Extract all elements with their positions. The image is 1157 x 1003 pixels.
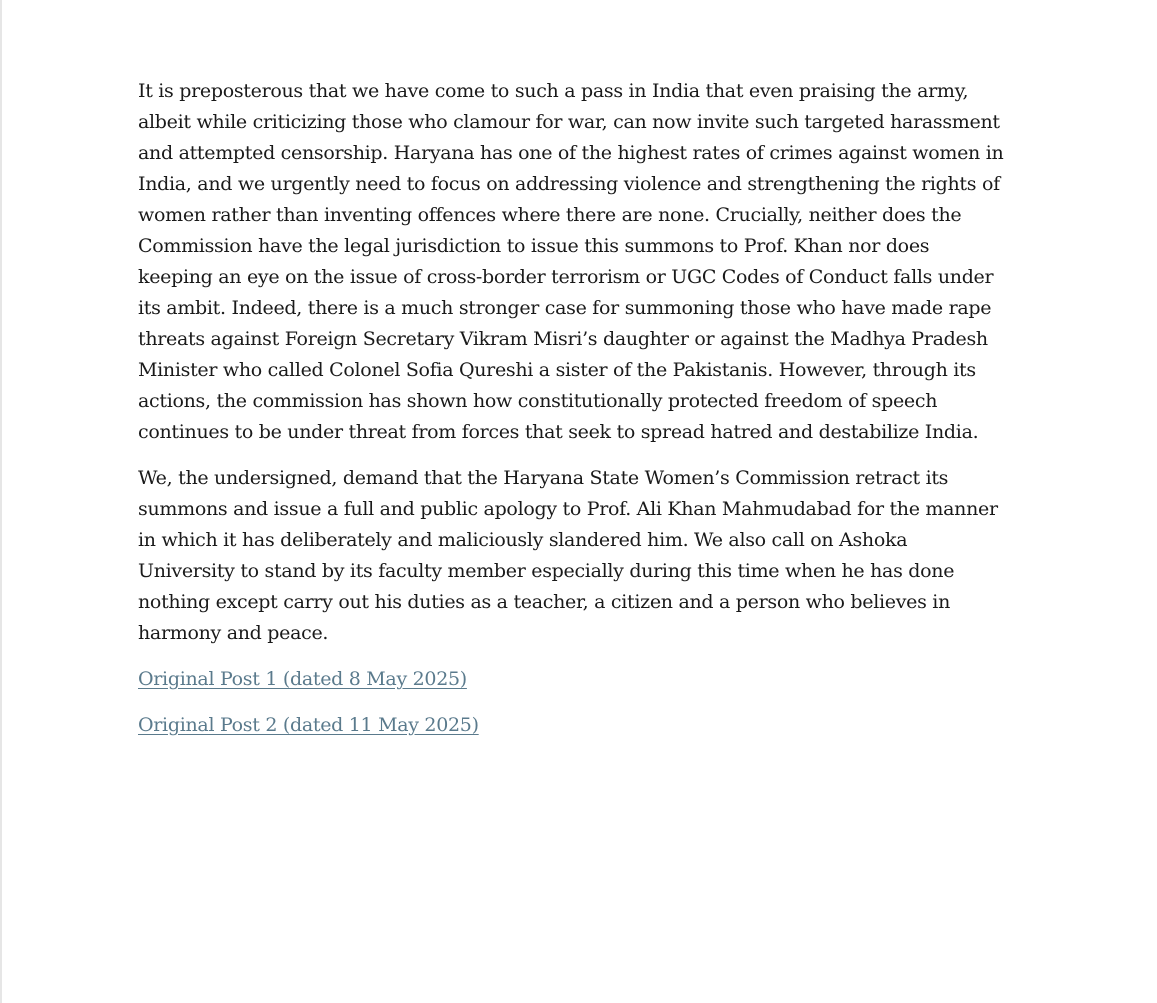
paragraph-line: albeit while criticizing those who clamour for war, can now invite such targeted harassment — [138, 111, 1000, 133]
link-original-post-2-row — [138, 710, 1034, 756]
paragraph-line: in which it has deliberately and maliciously slandered him. We also call on Ashoka — [138, 529, 908, 551]
paragraph-line: summons and issue a full and public apology to Prof. Ali Khan Mahmudabad for the manner — [138, 498, 998, 520]
paragraph-line: its ambit. Indeed, there is a much stronger case for summoning those who have made rape — [138, 297, 992, 319]
original-post-2-link[interactable]: Original Post 2 (dated 11 May 2025) — [138, 714, 479, 736]
paragraph-line: actions, the commission has shown how constitutionally protected freedom of speech — [138, 390, 938, 412]
link-original-post-1-row — [138, 664, 1034, 710]
original-post-1-link[interactable]: Original Post 1 (dated 8 May 2025) — [138, 668, 467, 690]
paragraph-line: harmony and peace. — [138, 622, 329, 644]
paragraph-line: We, the undersigned, demand that the Haryana State Women’s Commission retract its — [138, 467, 949, 489]
paragraph-line: continues to be under threat from forces that seek to spread hatred and destabilize India. — [138, 421, 979, 443]
paragraph-2 — [138, 463, 1034, 649]
paragraph-line: nothing except carry out his duties as a teacher, a citizen and a person who believes in — [138, 591, 951, 613]
document-body — [138, 76, 1034, 756]
paragraph-line: India, and we urgently need to focus on addressing violence and strengthening the rights of — [138, 173, 1000, 195]
paragraph-line: women rather than inventing offences where there are none. Crucially, neither does the — [138, 204, 962, 226]
paragraph-line: and attempted censorship. Haryana has one of the highest rates of crimes against women in — [138, 142, 1004, 164]
paragraph-line: Minister who called Colonel Sofia Qureshi a sister of the Pakistanis. However, through its — [138, 359, 976, 381]
paragraph-line: keeping an eye on the issue of cross-border terrorism or UGC Codes of Conduct falls under — [138, 266, 994, 288]
paragraph-line: Commission have the legal jurisdiction to issue this summons to Prof. Khan nor does — [138, 235, 930, 257]
paragraph-line: It is preposterous that we have come to such a pass in India that even praising the army, — [138, 80, 969, 102]
paragraph-line: University to stand by its faculty member especially during this time when he has done — [138, 560, 955, 582]
paragraph-1 — [138, 76, 1034, 448]
paragraph-line: threats against Foreign Secretary Vikram Misri’s daughter or against the Madhya Pradesh — [138, 328, 988, 350]
